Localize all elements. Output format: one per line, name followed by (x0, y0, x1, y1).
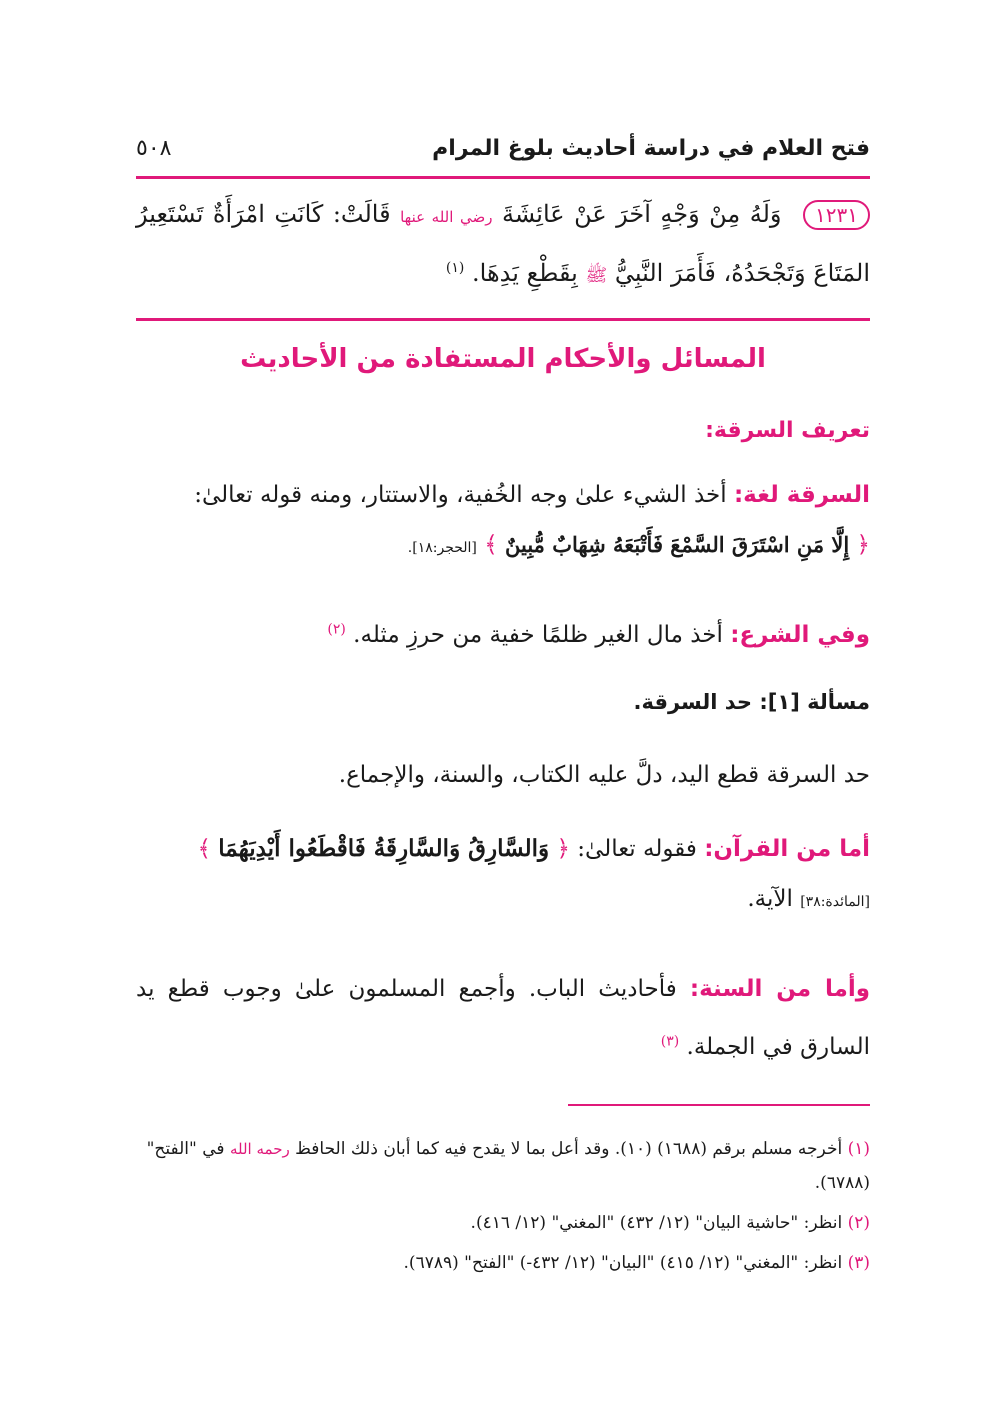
footnote-text-tail: في "الفتح" (٦٧٨٨). (146, 1139, 870, 1193)
masala-label: مسألة [١]: (759, 690, 870, 714)
section-title: المسائل والأحكام المستفادة من الأحاديث (240, 344, 766, 374)
footnote-number: (٢) (847, 1213, 870, 1233)
footnote-3 (136, 1246, 870, 1280)
footnote-1 (136, 1132, 870, 1200)
footnote-number: (١) (847, 1139, 870, 1159)
shar-text: أخذ مال الغير ظلمًا خفية من حرزِ مثله. (353, 622, 723, 648)
sunnah-evidence-paragraph (136, 960, 870, 1076)
definition-heading: تعريف السرقة: (705, 418, 870, 443)
footnote-divider (568, 1104, 870, 1106)
lang-label: السرقة لغة: (733, 482, 870, 508)
footnote-text: انظر: "حاشية البيان" (١٢/ ٤٣٢) "المغني" (١٢/ ٤١٦). (470, 1213, 843, 1233)
quran-ayah: وَالسَّارِقُ وَالسَّارِقَةُ فَاقْطَعُوا أَيْدِيَهُمَا (218, 835, 550, 862)
sunnah-text: فأحاديث الباب. وأجمع المسلمون علىٰ وجوب قطع يد السارق في الجملة. (136, 976, 870, 1060)
sunnah-label: وأما من السنة: (689, 976, 871, 1002)
page-header (136, 128, 870, 179)
honorific-prophet: ﷺ (585, 265, 608, 286)
hadith-divider (136, 318, 870, 321)
footnote-text: أخرجه مسلم برقم (١٦٨٨) (١٠). وقد أعل بما لا يقدح فيه كما أبان ذلك الحافظ (295, 1139, 843, 1159)
footnotes (136, 1132, 870, 1286)
ayah-close-bracket: ﴾ (484, 532, 498, 558)
hadd-paragraph: حد السرقة قطع اليد، دلَّ عليه الكتاب، والسنة، والإجماع. (338, 762, 870, 788)
sunnah-footnote-ref: (٣) (660, 1033, 680, 1050)
hadith-block (136, 186, 870, 304)
quran-tail: الآية. (747, 886, 793, 912)
ayah-close-bracket-2: ﴾ (197, 836, 211, 862)
definition-shar-paragraph (136, 610, 870, 660)
lang-text: أخذ الشيء علىٰ وجه الخُفية، والاستتار، ومنه قوله تعالىٰ: (194, 482, 727, 508)
book-title: فتح العلام في دراسة أحاديث بلوغ المرام (432, 135, 870, 161)
page-number: ٥٠٨ (136, 135, 172, 161)
hadith-number-badge: ١٢٣١ (803, 200, 870, 230)
definition-lang-paragraph (136, 470, 870, 573)
hadith-footnote-ref: (١) (445, 260, 465, 276)
shar-footnote-ref: (٢) (327, 621, 346, 638)
quran-label: أما من القرآن: (704, 836, 870, 862)
footnote-text: انظر: "المغني" (١٢/ ٤١٥) "البيان" (١٢/ ٤٣٢-) "الفتح" (٦٧٨٩). (403, 1253, 843, 1273)
honorific-aisha: رضي الله عنها (400, 208, 493, 226)
hadith-text-1: وَلَهُ مِنْ وَجْهٍ آخَرَ عَنْ عَائِشَةَ (502, 200, 782, 228)
quran-intro: فقوله تعالىٰ: (577, 836, 697, 862)
shar-label: وفي الشرع: (730, 622, 870, 648)
ayah-open-bracket: ﴿ (856, 532, 870, 558)
quran-evidence-paragraph (136, 824, 870, 927)
masala-heading (634, 690, 871, 714)
footnote-number: (٣) (847, 1253, 870, 1273)
hadith-text-3: بِقَطْعِ يَدِهَا. (472, 259, 578, 287)
footnote-2 (136, 1206, 870, 1240)
hadith-text-2: قَالَتْ: كَانَتِ امْرَأَةٌ تَسْتَعِيرُ المَتَاعَ وَتَجْحَدُهُ، فَأَمَرَ النَّبِيُّ (136, 200, 870, 287)
quran-reference: [المائدة:٣٨] (800, 894, 870, 910)
ayah-text: إِلَّا مَنِ اسْتَرَقَ السَّمْعَ فَأَتْبَعَهُ شِهَابٌ مُّبِينٌ (505, 532, 850, 557)
ayah-open-bracket-2: ﴿ (556, 836, 570, 862)
masala-title: حد السرقة. (633, 690, 753, 714)
ayah-reference: [الحجر:١٨]. (407, 540, 477, 556)
footnote-honorific: رحمه الله (229, 1140, 290, 1158)
